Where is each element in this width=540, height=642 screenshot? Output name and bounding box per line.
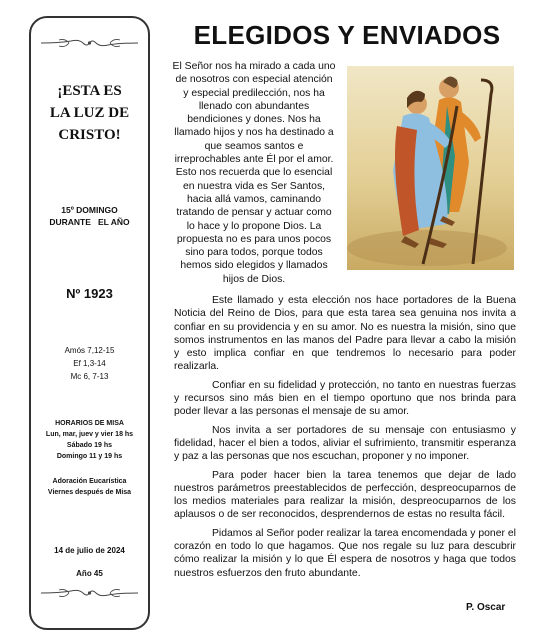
article-paragraph: Confiar en su fidelidad y protección, no tanto en nuestras fuerzas y recursos sino más bien en el tiempo oportuno que nos brinda para poder llevar a las personas el mensaje de su amor. <box>174 379 516 418</box>
intro-line: hacia allá vamos, caminando <box>187 193 321 205</box>
article-body <box>174 294 516 585</box>
adoration-line: Adoración Eucarística <box>52 478 127 485</box>
intro-line: en nuestra vida es Ser Santos, <box>182 180 326 192</box>
issue-number: Nº 1923 <box>66 286 113 301</box>
issue-date: 14 de julio de 2024 <box>54 546 125 555</box>
reading-item: Ef 1,3-14 <box>73 359 106 368</box>
motto-line: LA LUZ DE <box>49 105 130 121</box>
intro-line: irreprochables ante Él por el amor. <box>174 154 334 166</box>
disciples-illustration <box>347 66 514 270</box>
mass-schedule <box>31 418 148 462</box>
author-signature: P. Oscar <box>466 602 506 613</box>
readings-list <box>31 344 148 383</box>
intro-line: Esto nos recuerda que lo esencial <box>175 167 333 179</box>
intro-line: y especial predilección, nos ha <box>183 87 325 99</box>
intro-line: llenado con abundantes <box>198 100 310 112</box>
intro-line: que seamos santos e <box>204 140 304 152</box>
sunday-line: DURANTE EL AÑO <box>49 217 130 227</box>
intro-line: hijos de Dios. <box>222 273 286 285</box>
mass-schedule-line: Domingo 11 y 19 hs <box>56 453 123 460</box>
liturgical-sunday <box>31 204 148 228</box>
article-paragraph: Este llamado y esta elección nos hace portadores de la Buena Noticia del Reino de Dios, para que esta tarea sea genuina nos invita a confiar en su providencia y en su amor. No es nuestra la misión, sino que somos instrumentos en las manos del Padre para llevar a cabo la misión y esto implica confiar en que tendremos lo necesario para poder realizarla. <box>174 295 516 373</box>
mass-schedule-heading: HORARIOS DE MISA <box>55 420 124 427</box>
intro-line: sino para todos, porque todos <box>185 247 323 259</box>
issue-year: Año 45 <box>76 569 103 578</box>
ornament-divider-top <box>39 36 140 50</box>
sunday-line: 15º DOMINGO <box>61 205 118 215</box>
sidebar-panel <box>29 16 150 630</box>
article-paragraph: Nos invita a ser portadores de su mensaje con entusiasmo y fidelidad, hacer el bien a todos, aliviar el sufrimiento, transmitir esperanza y paz a las personas que nos escuchan, proponer y no imponer. <box>174 424 516 463</box>
page-title: ELEGIDOS Y ENVIADOS <box>193 20 501 50</box>
ornament-divider-bottom <box>39 586 140 600</box>
reading-item: Mc 6, 7-13 <box>70 372 109 381</box>
mass-schedule-line: Sábado 19 hs <box>66 442 113 449</box>
article-paragraph: Pidamos al Señor poder realizar la tarea encomendada y poner el corazón en todo lo que hagamos. Que nos regale su luz para descubrir cómo realizar la misión y lo que Él espera de nosotros y haga que todos nuestros esfuerzos den fruto abundante. <box>174 527 516 579</box>
adoration-note <box>31 476 148 498</box>
reading-item: Amós 7,12-15 <box>64 346 115 355</box>
intro-line: hemos sido elegidos y llamados <box>180 260 328 272</box>
intro-line: El Señor nos ha mirado a cada uno <box>172 61 336 72</box>
intro-line: propuesta no es para unos pocos <box>176 233 332 245</box>
intro-line: de nosotros con especial atención <box>175 74 333 86</box>
article-paragraph: Para poder hacer bien la tarea tenemos que dejar de lado nuestros parámetros preestablecidos de perfección, despreocuparnos de los medios materiales para realizar la misión, despreocuparnos de los aplausos o de ser reconocidos, desprendernos de estas no resulta fácil. <box>174 469 516 521</box>
adoration-line: Viernes después de Misa <box>47 489 132 496</box>
intro-line: tratando de pensar y actuar como <box>176 207 332 219</box>
intro-line: llamado hijos y nos ha destinado a <box>174 127 334 139</box>
intro-line: lo hace y lo propone Dios. La <box>186 220 322 232</box>
intro-text <box>160 60 348 286</box>
sidebar-motto <box>31 80 148 146</box>
motto-line: CRISTO! <box>58 127 121 143</box>
mass-schedule-line: Lun, mar, juev y vier 18 hs <box>45 431 134 438</box>
intro-line: bendiciones y dones. Nos ha <box>187 114 321 126</box>
motto-line: ¡ESTA ES <box>57 83 122 99</box>
